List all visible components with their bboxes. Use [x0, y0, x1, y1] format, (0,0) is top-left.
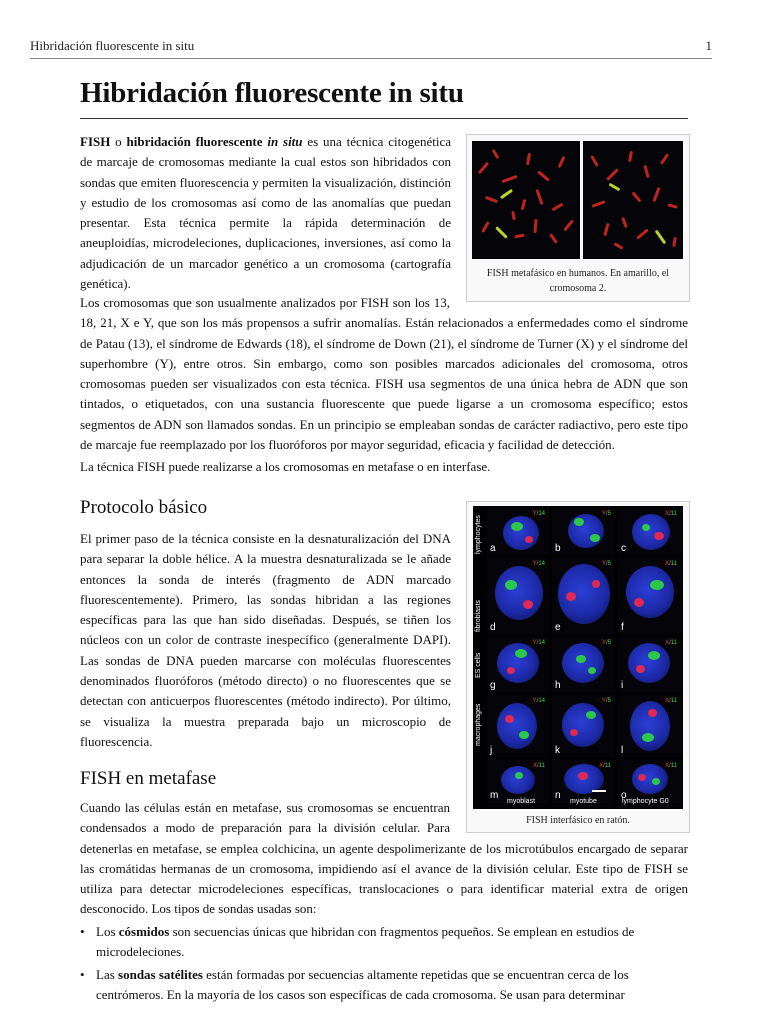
panel-b — [552, 508, 615, 555]
interphase-grid — [473, 506, 683, 809]
figure-metaphase — [466, 134, 690, 302]
panel-f-letter: f — [621, 622, 624, 633]
intro-text: o — [110, 134, 127, 149]
panel-f-tag: X/11 — [665, 561, 677, 567]
panel-o-letter: o — [621, 790, 627, 801]
label-myotube: myotube — [570, 798, 597, 805]
panel-d-letter: d — [490, 622, 496, 633]
figure-metaphase-caption: FISH metafásico en humanos. En amarillo, el cromosoma 2. — [486, 268, 670, 294]
panel-g-letter: g — [490, 680, 496, 691]
panel-g — [487, 637, 549, 692]
list-item-cosmidos: • Los cósmidos son secuencias únicas que hibridan con fragmentos pequeños. Se emplean en estudios de microdeleciones. — [80, 922, 688, 963]
panel-d-tag: Y/14 — [532, 561, 545, 567]
term-in-situ: in situ — [267, 134, 303, 149]
panel-k-letter: k — [555, 745, 560, 756]
panel-i-tag: X/11 — [665, 640, 677, 646]
figure-interphase-caption: FISH interfásico en ratón. — [526, 815, 630, 826]
title-divider — [80, 118, 688, 119]
row-label-lymphocytes: lymphocytes — [475, 515, 482, 554]
intro-paragraph — [80, 132, 451, 294]
header-divider — [30, 58, 712, 59]
panel-h — [552, 637, 615, 692]
section-heading-protocolo: Protocolo básico — [80, 497, 208, 518]
intro-text-rest: es una técnica citogenética de marcaje de cromosomas mediante la cual estos son hibridados con sondas que emiten fluorescencia y permiten la visualización, distinción y estudio de los cromosomas así como de las anomalías que puedan presentar. Esta técnica permite la rápida determinación de aneuploidías, microdeleciones, duplicaciones, inversiones, así como la adjudicación de un marcador genético a un cromosoma (cartografía genética). — [80, 134, 452, 292]
panel-m-tag: X/11 — [533, 763, 545, 769]
panel-j — [487, 695, 549, 757]
running-head: Hibridación fluorescente in situ — [30, 38, 195, 53]
probe-types-list — [80, 922, 688, 1005]
panel-b-letter: b — [555, 543, 561, 554]
panel-c — [618, 508, 681, 555]
panel-l — [618, 695, 681, 757]
panel-e-letter: e — [555, 622, 561, 633]
panel-c-tag: X/11 — [665, 511, 677, 517]
list-item-satelites: • Las sondas satélites están formadas por secuencias altamente repetidas que se encuentran cerca de los centrómeros. En la mayoría de los casos son específicas de cada cromosoma. Se usan para determinar — [80, 965, 688, 1006]
section-heading-metafase: FISH en metafase — [80, 768, 217, 789]
page-number: 1 — [705, 38, 712, 53]
metaphase-image-right — [583, 141, 683, 259]
panel-a-tag: Y/14 — [532, 511, 545, 517]
panel-g-tag: Y/14 — [532, 640, 545, 646]
panel-h-letter: h — [555, 680, 561, 691]
term-sondas-satelites: sondas satélites — [118, 966, 203, 982]
page-title: Hibridación fluorescente in situ — [80, 77, 464, 109]
panel-m-letter: m — [490, 790, 499, 801]
metafase-text: Cuando las células están en metafase, sus cromosomas se encuentran condensados a modo de preparación para la división celular. Para detenerlas en metafase, se emplea colchicina, un agente despolimerizante de los microtúbulos encargado de separar las cromátidas hermanas de un cromosoma, impidiendo así el avance de la división celular. Este tipo de FISH se utiliza para detectar microdeleciones específicas, translocaciones o para identificar material extra de origen desconocido. Los tipos de sondas usadas son: — [80, 800, 688, 917]
panel-i-letter: i — [621, 680, 624, 691]
panel-i — [618, 637, 681, 692]
panel-o-tag: X/11 — [665, 763, 677, 769]
fish-technique-paragraph: La técnica FISH puede realizarse a los cromosomas en metafase o en interfase. — [80, 459, 491, 474]
panel-b-tag: Y/5 — [601, 511, 611, 517]
row-label-macrophages: macrophages — [475, 703, 482, 746]
term-fish: FISH — [80, 134, 111, 149]
panel-f — [618, 558, 681, 634]
term-hibridacion: hibridación fluorescente — [126, 134, 268, 149]
panel-e — [552, 558, 615, 634]
panel-n-tag: X/11 — [599, 763, 611, 769]
term-cosmidos: cósmidos — [118, 924, 170, 939]
protocolo-paragraph: El primer paso de la técnica consiste en la desnaturalización del DNA para separar la doble hélice. A la muestra desnaturalizada se le añade entonces la sonda de interés (fragmento de ADN marcado fluorescentemente). Primero, las sondas hibridan a las regiones específicas para las que han sido diseñadas. Después, se tiñen los núcleos con un color de contraste inespecífico (generalmente DAPI). Las sondas de DNA pueden marcarse con moléculas fluorescentes denominados fluoróforos (método directo) o no fluorescentes que se detectan con anticuerpos fluorescentes (método indirecto). Por último, se visualiza la muestra preparada bajo un microscopio de fluorescencia. — [80, 531, 451, 749]
panel-l-tag: X/11 — [665, 698, 677, 704]
label-lymphocyte-g0: lymphocyte G0 — [622, 798, 669, 805]
panel-e-tag: Y/5 — [601, 561, 611, 567]
panel-a — [487, 508, 549, 555]
panel-j-letter: j — [490, 745, 493, 756]
figure-interphase — [466, 501, 690, 833]
panel-a-letter: a — [490, 543, 496, 554]
panel-h-tag: Y/5 — [601, 640, 611, 646]
panel-n-letter: n — [555, 790, 561, 801]
metafase-paragraph — [80, 798, 688, 920]
panel-j-tag: Y/14 — [532, 698, 545, 704]
panel-l-letter: l — [621, 745, 624, 756]
row-label-es-cells: ES cells — [475, 652, 482, 678]
panel-d — [487, 558, 549, 634]
chromosomes-paragraph — [80, 293, 688, 455]
metaphase-image-left — [472, 141, 580, 259]
label-myoblast: myoblast — [507, 798, 536, 805]
panel-k-tag: Y/5 — [601, 698, 611, 704]
row-label-fibroblasts: fibroblasts — [475, 600, 482, 632]
panel-k — [552, 695, 615, 757]
panel-c-letter: c — [621, 543, 626, 554]
chromosomes-text: Los cromosomas que son usualmente analizados por FISH son los 13, 18, 21, X e Y, que son los más propensos a sufrir anomalías. Están relacionados a enfermedades como el síndrome de Patau (13), el síndrome de Edwards (18), el síndrome de Down (21), el síndrome de Turner (X) y el síndrome del superhombre (Y), entre otros. Sin embargo, como son posibles marcados adicionales del cromosoma, otros cromosomas pueden ser visualizados con esta técnica. FISH usa segmentos de una única hebra de ADN que son tintados, o etiquetados, con una sustancia fluorescente que puede ligarse a un cromosoma específico; estos segmentos de ADN son llamados sondas. En un principio se empleaban sondas de carácter radiactivo, pero este tipo de marcaje fue reemplazado por los fluoróforos por mayor seguridad, eficacia y facilidad de detección. — [80, 295, 688, 453]
